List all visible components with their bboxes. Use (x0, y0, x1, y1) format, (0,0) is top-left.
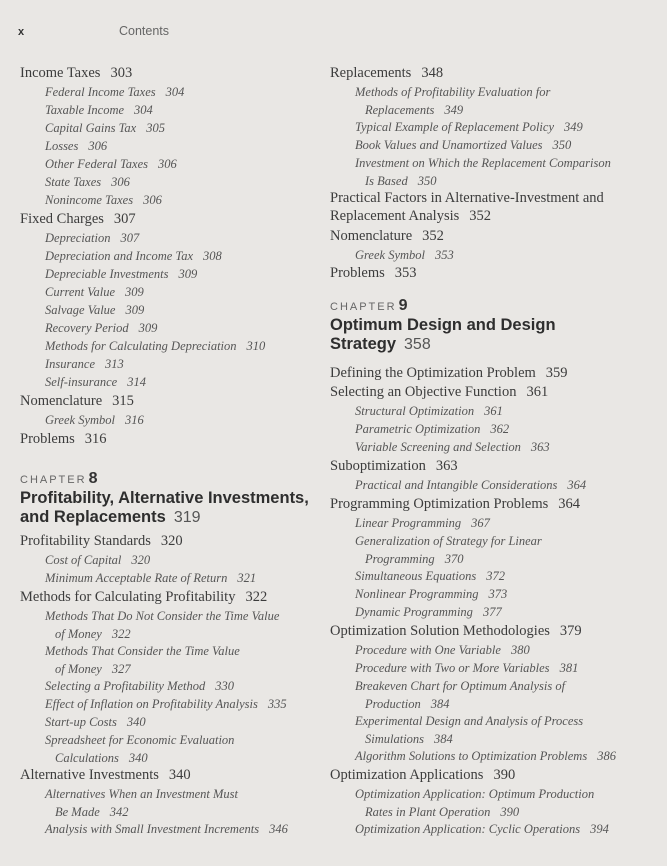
entry-title: Depreciation and Income Tax (45, 249, 194, 263)
page-ref: 327 (111, 662, 131, 676)
entry-title-continued (355, 172, 611, 190)
page-ref: 330 (215, 679, 235, 693)
toc-subsection[interactable] (20, 373, 146, 391)
entry-title: Fixed Charges (20, 211, 104, 227)
chapter-title[interactable] (330, 316, 556, 354)
entry-title: Analysis with Small Investment Increments (45, 822, 260, 836)
page-ref: 320 (131, 553, 151, 567)
page-ref: 309 (125, 285, 144, 299)
toc-subsection[interactable] (330, 677, 565, 713)
entry-title-continued (355, 550, 542, 568)
toc-subsection[interactable] (20, 319, 157, 337)
entry-title: Simultaneous Equations (355, 569, 477, 583)
page-ref: 381 (559, 661, 579, 675)
page-ref: 362 (490, 422, 510, 436)
toc-subsection[interactable] (330, 136, 571, 154)
page-ref: 310 (246, 339, 266, 353)
toc-subsection[interactable] (330, 83, 550, 119)
toc-subsection[interactable] (330, 585, 507, 603)
page-ref: 322 (245, 589, 268, 605)
page-ref: 340 (126, 715, 146, 729)
page-ref: 316 (125, 413, 144, 427)
page-ref: 364 (567, 478, 587, 492)
page-ref: 363 (435, 458, 458, 474)
toc-subsection[interactable] (20, 283, 144, 301)
toc-subsection[interactable] (330, 420, 509, 438)
toc-section[interactable] (330, 189, 604, 225)
toc-subsection[interactable] (330, 402, 503, 420)
chapter-page: 358 (404, 336, 431, 353)
page-ref: 350 (417, 174, 437, 188)
entry-title: Generalization of Strategy for Linear (355, 534, 542, 548)
entry-title: Self-insurance (45, 375, 118, 389)
entry-title: Start-up Costs (45, 715, 117, 729)
page-ref: 361 (484, 404, 503, 418)
page-ref: 306 (111, 175, 130, 189)
toc-subsection[interactable] (20, 265, 197, 283)
entry-title: Procedure with One Variable (355, 643, 501, 657)
entry-title: Depreciable Investments (45, 267, 169, 281)
toc-subsection[interactable] (20, 731, 234, 767)
page-ref: 307 (120, 231, 140, 245)
page-ref: 390 (493, 767, 516, 783)
toc-section[interactable] (330, 383, 548, 401)
entry-title: Parametric Optimization (355, 422, 481, 436)
toc-subsection[interactable] (20, 191, 162, 209)
chapter-page: 319 (173, 509, 201, 526)
page-ref: 335 (267, 697, 287, 711)
toc-subsection[interactable] (20, 101, 153, 119)
toc-subsection[interactable] (20, 642, 240, 678)
entry-title: Experimental Design and Analysis of Process (355, 714, 584, 728)
entry-title: Salvage Value (45, 303, 116, 317)
toc-section[interactable] (330, 264, 417, 282)
entry-title: Optimization Application: Cyclic Operations (355, 822, 581, 836)
page-ref: 342 (109, 805, 129, 819)
page-ref: 386 (597, 749, 616, 763)
toc-subsection[interactable] (20, 785, 238, 821)
entry-title: Profitability Standards (20, 533, 151, 549)
page-ref: 308 (203, 249, 222, 263)
entry-title: Methods of Profitability Evaluation for (355, 85, 551, 99)
entry-title-continued (45, 803, 238, 821)
toc-section[interactable] (330, 766, 515, 784)
toc-subsection[interactable] (330, 567, 505, 585)
entry-title: Spreadsheet for Economic Evaluation (45, 733, 235, 747)
chapter-title[interactable] (20, 489, 309, 527)
entry-title: Income Taxes (20, 65, 101, 81)
entry-title: Nomenclature (20, 393, 103, 409)
toc-subsection[interactable] (330, 820, 609, 838)
entry-title: Optimization Solution Methodologies (330, 623, 550, 639)
page-ref: 353 (435, 248, 454, 262)
toc-subsection[interactable] (20, 301, 144, 319)
entry-title: Structural Optimization (355, 404, 475, 418)
page-ref: 348 (421, 65, 444, 81)
page-ref: 380 (510, 643, 530, 657)
page-ref: 372 (486, 569, 505, 583)
entry-title-continued (355, 695, 565, 713)
entry-title: Practical Factors in Alternative-Investment and (330, 190, 604, 206)
page-ref: 316 (84, 431, 107, 447)
entry-title: Insurance (45, 357, 95, 371)
page-ref: 349 (564, 120, 583, 134)
toc-subsection[interactable] (330, 118, 583, 136)
entry-title: Breakeven Chart for Optimum Analysis of (355, 679, 566, 693)
entry-title: Greek Symbol (355, 248, 425, 262)
entry-title: Federal Income Taxes (45, 85, 156, 99)
entry-title: Optimization Applications (330, 767, 484, 783)
toc-section[interactable] (20, 532, 183, 550)
page-ref: 363 (530, 440, 550, 454)
entry-continuation-text: Is Based (365, 174, 408, 188)
page-ref: 309 (138, 321, 158, 335)
entry-title: Methods for Calculating Profitability (20, 589, 236, 605)
toc-subsection[interactable] (330, 747, 616, 765)
page-ref: 384 (430, 697, 450, 711)
page-ref: 361 (526, 384, 549, 400)
toc-subsection[interactable] (20, 83, 184, 101)
entry-title: Capital Gains Tax (45, 121, 137, 135)
toc-subsection[interactable] (20, 247, 222, 265)
page-ref: 340 (168, 767, 191, 783)
entry-title: Depreciation (45, 231, 111, 245)
toc-section[interactable] (20, 64, 132, 82)
entry-title: Methods That Do Not Consider the Time Value (45, 609, 280, 623)
toc-subsection[interactable] (330, 603, 502, 621)
entry-title: Effect of Inflation on Profitability Analysis (45, 697, 258, 711)
page-ref: 305 (146, 121, 165, 135)
entry-title: State Taxes (45, 175, 102, 189)
page-ref: 304 (134, 103, 153, 117)
entry-title: Taxable Income (45, 103, 125, 117)
entry-title: Nonincome Taxes (45, 193, 134, 207)
entry-title: Greek Symbol (45, 413, 115, 427)
entry-continuation-text: Replacements (365, 103, 435, 117)
page-ref: 309 (178, 267, 198, 281)
page-ref: 307 (113, 211, 136, 227)
toc-section[interactable] (20, 430, 107, 448)
page-ref: 306 (158, 157, 177, 171)
entry-title: Minimum Acceptable Rate of Return (45, 571, 228, 585)
entry-title: Replacements (330, 65, 412, 81)
toc-subsection[interactable] (20, 820, 288, 838)
page-ref: 304 (165, 85, 185, 99)
entry-title: Cost of Capital (45, 553, 122, 567)
entry-title-continued (45, 625, 279, 643)
entry-title: Investment on Which the Replacement Comparison (355, 156, 611, 170)
page-ref: 373 (488, 587, 508, 601)
page-ref: 314 (127, 375, 146, 389)
toc-subsection[interactable] (20, 607, 279, 643)
page-ref: 306 (88, 139, 108, 153)
toc-subsection[interactable] (20, 155, 177, 173)
entry-continuation-text: of Money (55, 662, 102, 676)
chapter-title-line2: and Replacements (20, 508, 166, 526)
page-ref: 313 (105, 357, 124, 371)
toc-subsection[interactable] (20, 551, 150, 569)
toc-subsection[interactable] (20, 173, 130, 191)
page-ref: 379 (559, 623, 582, 639)
page-ref: 340 (128, 751, 148, 765)
entry-title-continued (45, 749, 234, 767)
toc-subsection[interactable] (20, 695, 287, 713)
toc-subsection[interactable] (330, 476, 586, 494)
toc-subsection[interactable] (20, 355, 124, 373)
toc-subsection[interactable] (20, 337, 265, 355)
entry-title: Nomenclature (330, 228, 413, 244)
entry-title: Book Values and Unamortized Values (355, 138, 543, 152)
page-ref: 377 (482, 605, 502, 619)
entry-title: Losses (45, 139, 79, 153)
page-ref: 306 (143, 193, 162, 207)
page-ref: 359 (545, 365, 568, 381)
entry-title: Variable Screening and Selection (355, 440, 521, 454)
entry-title: Algorithm Solutions to Optimization Problems (355, 749, 588, 763)
entry-title: Suboptimization (330, 458, 426, 474)
entry-title-continued (355, 101, 550, 119)
toc-subsection[interactable] (330, 659, 578, 677)
toc-section[interactable] (330, 495, 580, 513)
page-ref: 315 (112, 393, 134, 409)
page-ref: 349 (444, 103, 464, 117)
entry-title: Alternatives When an Investment Must (45, 787, 239, 801)
entry-title-continued (355, 803, 594, 821)
entry-title-continued (45, 660, 240, 678)
entry-title: Nonlinear Programming (355, 587, 479, 601)
page-ref: 346 (269, 822, 288, 836)
toc-subsection[interactable] (330, 641, 530, 659)
chapter-word: CHAPTER (20, 474, 87, 486)
chapter-title-line1: Profitability, Alternative Investments, (20, 489, 309, 507)
entry-title: Problems (330, 265, 385, 281)
toc-subsection[interactable] (20, 137, 107, 155)
toc-subsection[interactable] (20, 229, 139, 247)
entry-title-continued (330, 207, 604, 225)
entry-title: Selecting an Objective Function (330, 384, 517, 400)
toc-section[interactable] (20, 766, 191, 784)
entry-continuation-text: Production (365, 697, 421, 711)
entry-title: Practical and Intangible Considerations (355, 478, 558, 492)
entry-title: Linear Programming (355, 516, 462, 530)
chapter-word: CHAPTER (330, 301, 397, 313)
entry-title: Procedure with Two or More Variables (355, 661, 550, 675)
toc-section[interactable] (20, 210, 136, 228)
entry-title: Selecting a Profitability Method (45, 679, 206, 693)
entry-continuation-text: Simulations (365, 732, 425, 746)
entry-title: Optimization Application: Optimum Production (355, 787, 595, 801)
page-ref: 352 (469, 208, 492, 224)
page-ref: 320 (160, 533, 183, 549)
toc-subsection[interactable] (330, 514, 490, 532)
entry-title: Methods for Calculating Depreciation (45, 339, 237, 353)
toc-subsection[interactable] (20, 119, 165, 137)
entry-continuation-text: Replacement Analysis (330, 208, 460, 224)
running-head: Contents (119, 24, 170, 38)
toc-subsection[interactable] (330, 785, 594, 821)
entry-continuation-text: Rates in Plant Operation (365, 805, 491, 819)
page-number: x (18, 26, 25, 38)
toc-subsection[interactable] (20, 677, 234, 695)
entry-continuation-text: of Money (55, 627, 102, 641)
chapter-title-line2: Strategy (330, 335, 397, 353)
entry-title: Typical Example of Replacement Policy (355, 120, 554, 134)
toc-section[interactable] (330, 364, 568, 382)
entry-title: Current Value (45, 285, 116, 299)
entry-title: Other Federal Taxes (45, 157, 148, 171)
toc-section[interactable] (330, 457, 458, 475)
toc-section[interactable] (330, 64, 443, 82)
toc-subsection[interactable] (20, 569, 256, 587)
toc-subsection[interactable] (330, 712, 583, 748)
page-ref: 322 (111, 627, 131, 641)
toc-subsection[interactable] (330, 438, 550, 456)
page-ref: 390 (500, 805, 520, 819)
entry-title: Methods That Consider the Time Value (45, 644, 240, 658)
entry-title: Defining the Optimization Problem (330, 365, 536, 381)
entry-title: Problems (20, 431, 75, 447)
toc-subsection[interactable] (330, 532, 542, 568)
page-ref: 394 (590, 822, 609, 836)
page-ref: 303 (110, 65, 133, 81)
page-ref: 367 (471, 516, 490, 530)
toc-section[interactable] (20, 392, 134, 410)
page-ref: 384 (434, 732, 453, 746)
page-ref: 321 (237, 571, 257, 585)
entry-title: Recovery Period (45, 321, 129, 335)
page-ref: 352 (422, 228, 444, 244)
toc-subsection[interactable] (330, 246, 454, 264)
entry-continuation-text: Be Made (55, 805, 100, 819)
page-header (18, 24, 318, 42)
toc-subsection[interactable] (330, 154, 611, 190)
entry-continuation-text: Calculations (55, 751, 119, 765)
chapter-label (20, 470, 97, 488)
chapter-label (330, 297, 407, 315)
entry-title: Dynamic Programming (355, 605, 473, 619)
toc-section[interactable] (330, 622, 582, 640)
page-ref: 353 (394, 265, 417, 281)
toc-section[interactable] (20, 588, 267, 606)
entry-continuation-text: Programming (365, 552, 435, 566)
toc-subsection[interactable] (20, 713, 146, 731)
page-ref: 309 (125, 303, 145, 317)
page-ref: 350 (552, 138, 572, 152)
toc-section[interactable] (330, 227, 444, 245)
entry-title: Alternative Investments (20, 767, 159, 783)
page-ref: 370 (444, 552, 464, 566)
entry-title-continued (355, 730, 583, 748)
page-ref: 364 (558, 496, 581, 512)
chapter-title-line1: Optimum Design and Design (330, 316, 556, 334)
chapter-number: 9 (398, 297, 408, 314)
entry-title: Programming Optimization Problems (330, 496, 549, 512)
chapter-number: 8 (88, 470, 98, 487)
toc-subsection[interactable] (20, 411, 144, 429)
